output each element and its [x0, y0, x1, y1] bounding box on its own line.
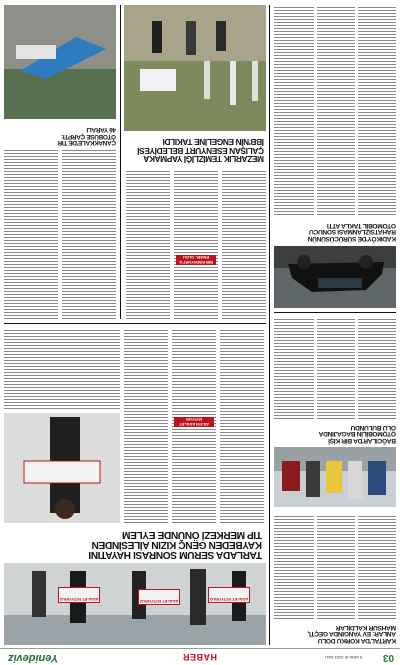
- date-line: 5 ARALIK 2023 SALI: [324, 655, 362, 660]
- bagcilar-photo-art: [274, 447, 396, 507]
- main-text-col-4: [4, 328, 120, 409]
- kartal-text-col-1: [358, 514, 396, 619]
- esenyurt-headline: MEZARLIK TEMİZLİĞİ YAPMAKA ÇALIŞAN ESENYURT BELEDİYESİ İBB'NİN ENGELİNE TAKILDI: [137, 137, 264, 164]
- kartal-headline: KARTAL'DA KORKU DOLU ANLAR: EV YANGINDA GEÇTİ, MAHSUR KALDILAR: [307, 623, 396, 644]
- protest-photo-side-art: [4, 413, 120, 523]
- section-name: HABER: [182, 652, 217, 662]
- esenyurt-photo-art: [124, 5, 266, 131]
- bagcilar-photo: [274, 447, 396, 507]
- main-text-col-3: [124, 328, 168, 523]
- kartal-text-col-3: [274, 514, 314, 619]
- main-headline: TARLADA SERUM SONRASI HAYATINI KAYBEDEN GENÇ KIZIN AİLESİNDEN TIP MERKEZİ ÖNÜNDE EYLEM: [88, 528, 262, 560]
- protest-sign-1: ADALET İSTİYORUZ: [208, 587, 250, 603]
- kadikoy-text-col-2: [317, 5, 355, 215]
- bagcilar-headline: BAĞCILAR'DA BİR KİŞİ OTOMOBİLİN BAGAJINDA ÖLÜ BULUNDU: [318, 423, 396, 444]
- esenyurt-text-col-2: [174, 169, 218, 319]
- column-divider: [120, 5, 121, 319]
- page-number: 03: [382, 652, 394, 663]
- kadikoy-photo-art: [274, 246, 396, 308]
- bagcilar-text-col-1: [358, 319, 396, 419]
- canakkale-text-col-1: [62, 149, 116, 319]
- masthead: [0, 648, 400, 665]
- main-callout: AİLESİ ADALET İSTİYOR: [174, 417, 214, 427]
- divider: [274, 312, 396, 313]
- canakkale-photo: [4, 5, 116, 119]
- canakkale-headline: ÇANAKKALE'DE TIR OTOBÜSE ÇARPTI: 46 YARALI: [57, 126, 116, 146]
- kadikoy-text-col-3: [274, 5, 314, 215]
- main-text-col-1: [220, 328, 264, 523]
- esenyurt-photo: [124, 5, 266, 131]
- brand-logo: Yenideviz: [8, 652, 59, 664]
- bagcilar-text-col-3: [274, 319, 314, 419]
- kartal-text-col-2: [317, 514, 355, 619]
- divider: [4, 323, 266, 324]
- column-divider: [269, 5, 270, 645]
- kadikoy-text-col-1: [358, 5, 396, 215]
- kadikoy-headline: KADIKÖY'DE SÜRÜCÜSÜNÜN RAHATSIZLANMASI SONUCU OTOMOBİL TAKLA ATTI: [307, 221, 396, 242]
- canakkale-text-col-2: [4, 149, 58, 319]
- protest-sign-3: ADALET İSTİYORUZ: [58, 587, 100, 603]
- esenyurt-callout: İBB ESENYURT'A ENGEL OLDU: [176, 255, 216, 265]
- protest-photo-side: [4, 413, 120, 523]
- bagcilar-text-col-2: [317, 319, 355, 419]
- protest-photo-top: [4, 563, 266, 645]
- protest-sign-2: ADALET İSTİYORUZ: [138, 589, 180, 605]
- protest-photo-top-art: [4, 563, 266, 645]
- kadikoy-photo: [274, 246, 396, 308]
- esenyurt-text-col-1: [222, 169, 266, 319]
- canakkale-photo-art: [4, 5, 116, 119]
- esenyurt-text-col-3: [126, 169, 170, 319]
